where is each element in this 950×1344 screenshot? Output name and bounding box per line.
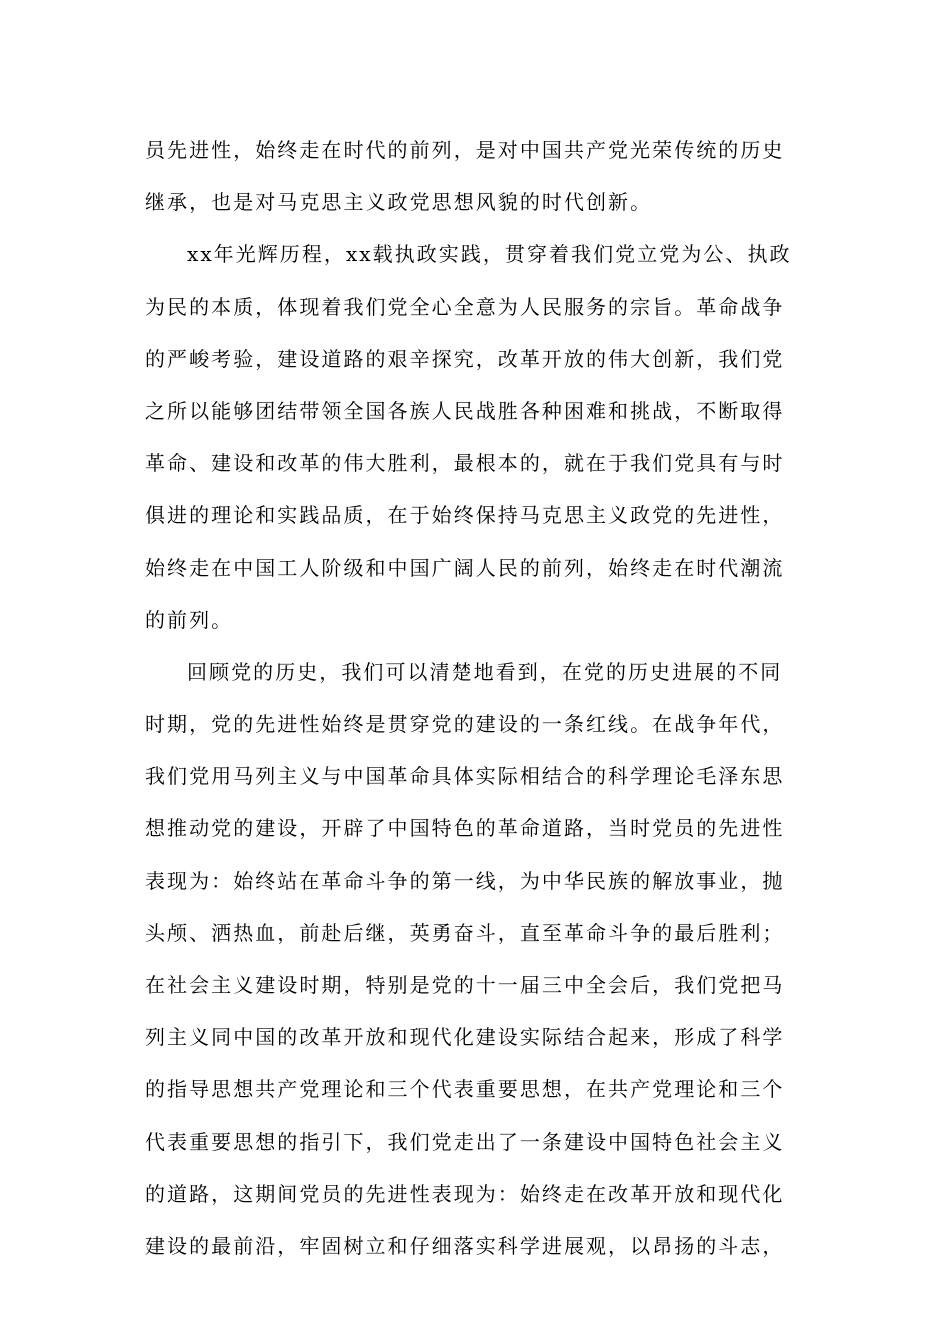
text-line: 想推动党的建设，开辟了中国特色的革命道路，当时党员的先进性 [145, 816, 785, 841]
text-line: 的道路，这期间党员的先进性表现为：始终走在改革开放和现代化 [145, 1181, 785, 1206]
text-line: 之所以能够团结带领全国各族人民战胜各种困难和挑战，不断取得 [145, 398, 785, 423]
text-line: 代表重要思想的指引下，我们党走出了一条建设中国特色社会主义 [145, 1129, 785, 1154]
body-text [145, 124, 815, 1272]
text-line: 俱进的理论和实践品质，在于始终保持马克思主义政党的先进性， [145, 503, 785, 528]
text-line: 继承，也是对马克思主义政党思想风貌的时代创新。 [145, 190, 653, 215]
text-line: 的指导思想共产党理论和三个代表重要思想，在共产党理论和三个 [145, 1077, 785, 1102]
text-line: 表现为：始终站在革命斗争的第一线，为中华民族的解放事业，抛 [145, 868, 785, 893]
paragraph-first-line: 回顾党的历史，我们可以清楚地看到，在党的历史进展的不同 [187, 659, 783, 684]
text-line: 的前列。 [145, 607, 234, 632]
text-line: 头颅、洒热血，前赴后继，英勇奋斗，直至革命斗争的最后胜利； [145, 920, 785, 945]
text-line: 革命、建设和改革的伟大胜利，最根本的，就在于我们党具有与时 [145, 451, 785, 476]
text-line: 始终走在中国工人阶级和中国广阔人民的前列，始终走在时代潮流 [145, 555, 785, 580]
text-line: 列主义同中国的改革开放和现代化建设实际结合起来，形成了科学 [145, 1025, 785, 1050]
text-line: 在社会主义建设时期，特别是党的十一届三中全会后，我们党把马 [145, 973, 785, 997]
text-line: 为民的本质，体现着我们党全心全意为人民服务的宗旨。革命战争 [145, 294, 785, 319]
text-line: 的严峻考验，建设道路的艰辛探究，改革开放的伟大创新，我们党 [145, 346, 785, 371]
text-line: 时期，党的先进性始终是贯穿党的建设的一条红线。在战争年代， [145, 712, 785, 737]
paragraph-first-line: xx年光辉历程，xx载执政实践，贯穿着我们党立党为公、执政 [187, 242, 792, 267]
text-line: 我们党用马列主义与中国革命具体实际相结合的科学理论毛泽东思 [145, 764, 785, 789]
text-line: 员先进性，始终走在时代的前列，是对中国共产党光荣传统的历史 [145, 138, 785, 162]
text-line: 建设的最前沿，牢固树立和仔细落实科学进展观，以昂扬的斗志， [145, 1233, 785, 1258]
